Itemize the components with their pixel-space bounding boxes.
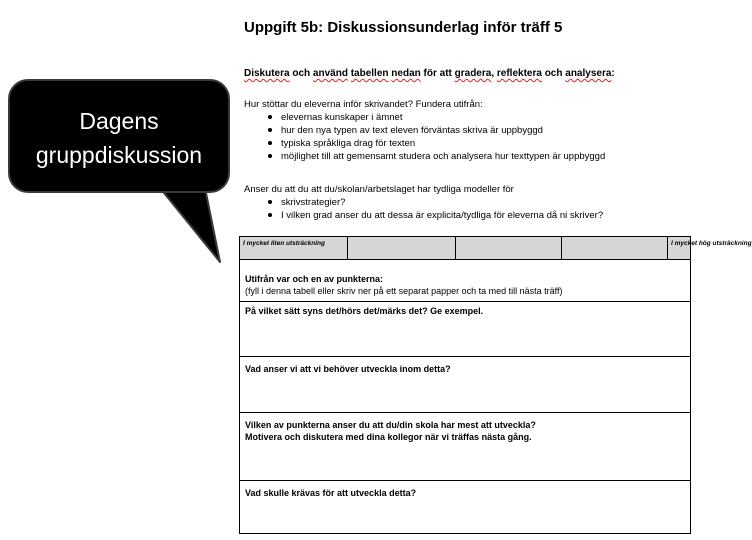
lead-word: gradera [454,68,492,79]
list-item: möjlighet till att gemensamt studera och analysera hur texttypen är uppbyggd [268,150,605,163]
document-title: Uppgift 5b: Diskussionsunderlag inför träff 5 [244,19,563,36]
lead-text: och [541,68,566,79]
list-item: I vilken grad anser du att dessa är explicita/tydliga för eleverna då ni skriver? [268,209,603,222]
lead-word: tabellen [350,68,389,79]
row-question: På vilket sätt syns det/hörs det/märks det? Ge exempel. [245,306,484,316]
question-1-intro: Hur stöttar du eleverna inför skrivandet? Fundera utifrån: [244,99,483,110]
list-item: skrivstrategier? [268,196,603,209]
lead-text: för att [420,68,455,79]
lead-text: och [289,68,313,79]
table-intro-heading: Utifrån var och en av punkterna: [245,274,384,284]
speech-bubble-text [8,104,230,172]
lead-word: analysera [565,68,612,79]
row-question: Motivera och diskutera med dina kollegor när vi träffas nästa gång. [245,432,532,442]
lead-word: reflektera [496,68,542,79]
scale-cell-low[interactable]: I mycket liten utsträckning [240,237,348,259]
lead-text: : [611,68,615,79]
lead-word: nedan [391,68,421,79]
list-item: hur den nya typen av text eleven förväntas skriva är uppbyggd [268,124,605,137]
lead-text: , [491,68,497,79]
lead-word: använd [312,68,348,79]
table-intro-sub: (fyll i denna tabell eller skriv ner på ett separat papper och ta med till nästa träff) [245,286,563,296]
question-2-intro: Anser du att du att du/skolan/arbetslaget har tydliga modeller för [244,184,514,195]
bubble-line-1: Dagens [79,108,159,134]
list-item: elevernas kunskaper i ämnet [268,111,605,124]
bubble-line-2: gruppdiskussion [35,142,203,168]
list-item: typiska språkliga drag för texten [268,137,605,150]
row-question: Vilken av punkterna anser du att du/din skola har mest att utveckla? [245,420,536,430]
lead-word: Diskutera [244,68,290,79]
row-question: Vad skulle krävas för att utveckla detta? [245,488,417,498]
scale-cell-high[interactable]: I mycket hög utsträckning [671,240,752,247]
row-question: Vad anser vi att vi behöver utveckla inom detta? [245,364,451,374]
